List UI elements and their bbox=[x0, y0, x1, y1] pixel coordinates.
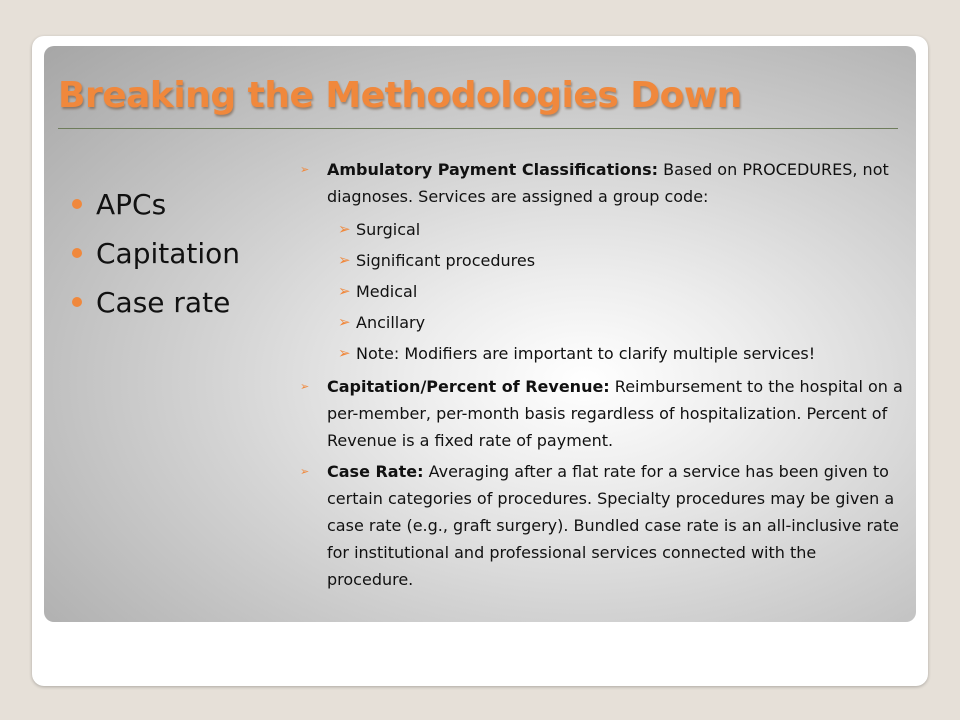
detail-text: Averaging after a flat rate for a service has been given to certain categories of procedures. Specialty procedures may be given a case rate (e.g., graft surgery). Bundled case rate is an all-inclusive rate for institutional and professional services connected with the procedure. bbox=[327, 462, 899, 589]
left-bullet-apcs bbox=[72, 180, 240, 229]
arrow-bullet-icon: ➢ bbox=[338, 282, 351, 300]
sub-item-label: Note: Modifiers are important to clarify multiple services! bbox=[356, 344, 816, 363]
arrow-bullet-icon: ➢ bbox=[300, 465, 310, 478]
arrow-bullet-icon: ➢ bbox=[300, 380, 310, 393]
left-bullet-label: APCs bbox=[96, 188, 167, 221]
detail-term: Case Rate: bbox=[327, 462, 424, 481]
sub-item-label: Surgical bbox=[356, 220, 421, 239]
sub-item bbox=[300, 214, 906, 245]
detail-term: Capitation/Percent of Revenue: bbox=[327, 377, 610, 396]
arrow-bullet-icon: ➢ bbox=[338, 313, 351, 331]
sub-item bbox=[300, 307, 906, 338]
detail-column bbox=[300, 156, 906, 593]
detail-item-case-rate bbox=[300, 458, 906, 593]
detail-item-apc bbox=[300, 156, 906, 210]
sub-item-label: Medical bbox=[356, 282, 418, 301]
sub-item bbox=[300, 245, 906, 276]
slide-panel bbox=[44, 46, 916, 622]
detail-item-capitation bbox=[300, 373, 906, 454]
detail-text: Reimbursement to the hospital on a per-member, per-month basis regardless of hospitalization. Percent of Revenue is a fixed rate of payment. bbox=[327, 377, 903, 450]
title-divider bbox=[58, 128, 898, 129]
left-bullet-case-rate bbox=[72, 278, 240, 327]
arrow-bullet-icon: ➢ bbox=[338, 344, 351, 362]
detail-term: Ambulatory Payment Classifications: bbox=[327, 160, 659, 179]
sub-item-label: Ancillary bbox=[356, 313, 426, 332]
sub-item bbox=[300, 338, 906, 369]
bullet-dot-icon bbox=[72, 248, 82, 258]
detail-text: Based on PROCEDURES, not diagnoses. Services are assigned a group code: bbox=[327, 160, 889, 206]
slide-title: Breaking the Methodologies Down bbox=[58, 75, 742, 116]
sub-item bbox=[300, 276, 906, 307]
bullet-dot-icon bbox=[72, 199, 82, 209]
bullet-dot-icon bbox=[72, 297, 82, 307]
sub-item-label: Significant procedures bbox=[356, 251, 536, 270]
left-bullet-capitation bbox=[72, 229, 240, 278]
arrow-bullet-icon: ➢ bbox=[338, 220, 351, 238]
left-bullet-list bbox=[72, 180, 240, 327]
left-bullet-label: Case rate bbox=[96, 286, 231, 319]
left-bullet-label: Capitation bbox=[96, 237, 241, 270]
arrow-bullet-icon: ➢ bbox=[338, 251, 351, 269]
arrow-bullet-icon: ➢ bbox=[300, 163, 310, 176]
